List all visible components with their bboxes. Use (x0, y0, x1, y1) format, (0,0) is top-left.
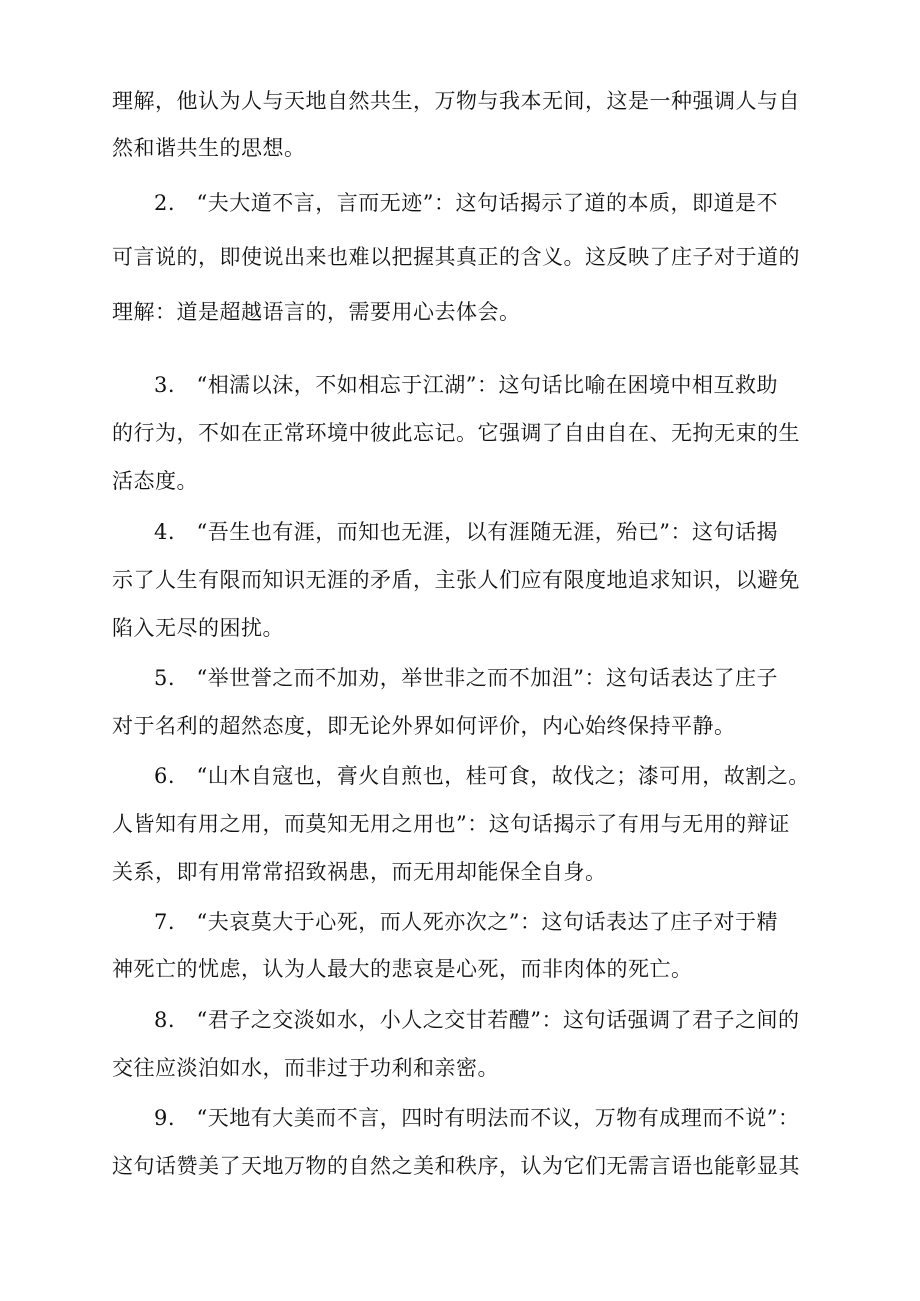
item-5-line-1: 5. “举世誉之而不加劝，举世非之而不加沮”：这句话表达了庄子 (154, 666, 779, 690)
item-2-line-2: 可言说的，即使说出来也难以把握其真正的含义。这反映了庄子对于道的 (112, 245, 800, 269)
item-8-line-1: 8. “君子之交淡如水，小人之交甘若醴”：这句话强调了君子之间的 (154, 1008, 800, 1032)
item-6-line-2: 人皆知有用之用，而莫知无用之用也”：这句话揭示了有用与无用的辩证 (112, 812, 790, 836)
item-3-line-1: 3. “相濡以沫，不如相忘于江湖”：这句话比喻在困境中相互救助 (154, 373, 779, 397)
item-8-line-2: 交往应淡泊如水，而非过于功利和亲密。 (112, 1056, 499, 1080)
item-4-line-3: 陷入无尽的困扰。 (112, 616, 284, 640)
item-6-line-1: 6. “山木自寇也，膏火自煎也，桂可食，故伐之；漆可用，故割之。 (154, 764, 810, 788)
item-6-line-3: 关系，即有用常常招致祸患，而无用却能保全自身。 (112, 860, 607, 884)
item-2-line-3: 理解：道是超越语言的，需要用心去体会。 (112, 300, 521, 324)
item-3-line-3: 活态度。 (112, 469, 198, 493)
item-4-line-1: 4. “吾生也有涯，而知也无涯，以有涯随无涯，殆已”：这句话揭 (154, 520, 779, 544)
text-line: 理解，他认为人与天地自然共生，万物与我本无间，这是一种强调人与自 (112, 89, 800, 113)
text-line: 然和谐共生的思想。 (112, 136, 306, 160)
item-7-line-1: 7. “夫哀莫大于心死，而人死亦次之”：这句话表达了庄子对于精 (154, 910, 779, 934)
item-2-line-1: 2. “夫大道不言，言而无迹”：这句话揭示了道的本质，即道是不 (154, 191, 779, 215)
item-7-line-2: 神死亡的忧虑，认为人最大的悲哀是心死，而非肉体的死亡。 (112, 957, 693, 981)
item-4-line-2: 示了人生有限而知识无涯的矛盾，主张人们应有限度地追求知识，以避免 (112, 568, 800, 592)
item-9-line-2: 这句话赞美了天地万物的自然之美和秩序，认为它们无需言语也能彰显其 (112, 1154, 800, 1178)
item-5-line-2: 对于名利的超然态度，即无论外界如何评价，内心始终保持平静。 (112, 714, 736, 738)
item-9-line-1: 9. “天地有大美而不言，四时有明法而不议，万物有成理而不说”： (154, 1106, 800, 1130)
item-3-line-2: 的行为，不如在正常环境中彼此忘记。它强调了自由自在、无拘无束的生 (112, 421, 800, 445)
